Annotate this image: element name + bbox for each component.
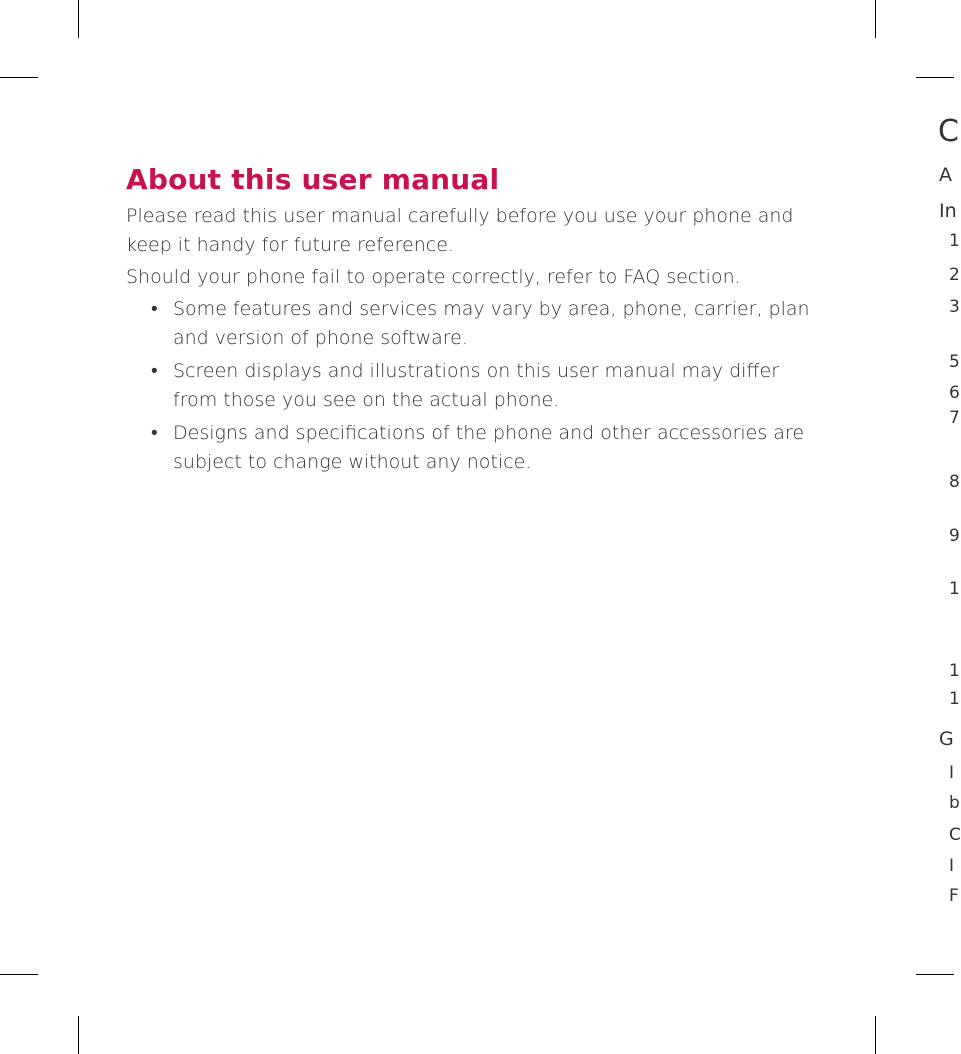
toc-entry: A <box>939 164 952 186</box>
toc-entry: 9 <box>949 526 960 546</box>
crop-mark-bottom-right-vertical <box>875 1016 876 1054</box>
intro-paragraph: Please read this user manual carefully before you use your phone and keep it handy for future reference. <box>126 205 794 256</box>
toc-entry: 1 <box>949 579 960 599</box>
notice-list <box>126 295 816 477</box>
toc-heading: C <box>938 114 959 149</box>
crop-mark-top-left-horizontal <box>0 77 38 78</box>
toc-entry: I <box>949 856 955 876</box>
toc-entry: F <box>949 886 959 906</box>
page-title: About this user manual <box>126 163 500 196</box>
toc-entry: G <box>939 728 954 750</box>
faq-paragraph: Should your phone fail to operate correctly, refer to FAQ section. <box>126 266 741 288</box>
toc-entry: 5 <box>949 352 960 372</box>
toc-entry: 6 <box>949 383 960 403</box>
bullet-icon: • <box>151 298 158 320</box>
toc-entry: In <box>939 200 957 222</box>
bullet-icon: • <box>151 360 158 382</box>
toc-entry: 1 <box>949 231 960 251</box>
toc-entry: 2 <box>949 265 960 285</box>
toc-entry: I <box>949 763 955 783</box>
toc-entry: 3 <box>949 297 960 317</box>
toc-entry: C <box>949 825 961 845</box>
list-item-text: Screen displays and illustrations on this user manual may differ from those you see on the actual phone. <box>173 360 780 411</box>
list-item-text: Some features and services may vary by area, phone, carrier, plan and version of phone software. <box>173 298 810 349</box>
manual-intro <box>126 202 816 481</box>
toc-entry: 1 <box>949 689 960 709</box>
list-item <box>126 419 816 477</box>
toc-entry: b <box>949 793 960 813</box>
list-item <box>126 357 816 415</box>
crop-mark-top-right-vertical <box>875 0 876 38</box>
crop-mark-bottom-left-vertical <box>78 1016 79 1054</box>
toc-entry: 1 <box>949 661 960 681</box>
list-item-text: Designs and specifications of the phone and other accessories are subject to change without any notice. <box>173 422 805 473</box>
toc-fragment <box>938 0 961 1054</box>
toc-entry: 8 <box>949 472 960 492</box>
crop-mark-bottom-left-horizontal <box>0 974 38 975</box>
list-item <box>126 295 816 353</box>
toc-entry: 7 <box>949 408 960 428</box>
crop-mark-top-left-vertical <box>78 0 79 38</box>
bullet-icon: • <box>151 422 158 444</box>
